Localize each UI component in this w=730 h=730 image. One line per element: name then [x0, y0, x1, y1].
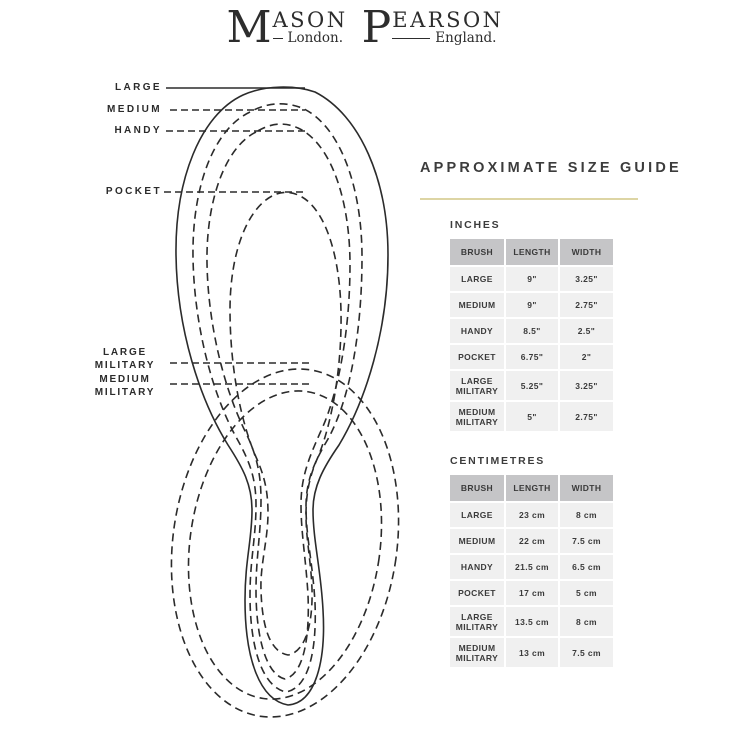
inches-table: [450, 239, 613, 431]
table-cell: 21.5 cm: [506, 555, 558, 579]
table-cell: 5": [506, 402, 558, 431]
table-cell: 3.25": [560, 267, 613, 291]
table-cell: MEDIUM: [450, 293, 504, 317]
outline-handy-brush: [207, 124, 350, 679]
brush-outlines-drawing: [40, 75, 420, 730]
table-cell: 6.75": [506, 345, 558, 369]
table-cell: POCKET: [450, 345, 504, 369]
table-cell: 23 cm: [506, 503, 558, 527]
accent-rule: [420, 198, 638, 200]
table-cell: 8 cm: [560, 503, 613, 527]
brand-logo: [0, 2, 730, 53]
table-cell: LARGE: [450, 267, 504, 291]
logo-country: England.: [435, 30, 497, 46]
table-cell: 17 cm: [506, 581, 558, 605]
table-cell: HANDY: [450, 555, 504, 579]
table-cell: 6.5 cm: [560, 555, 613, 579]
table-cell: 7.5 cm: [560, 638, 613, 667]
logo-initial-p: P: [361, 2, 392, 53]
outline-medium-military-brush: [169, 378, 400, 711]
table-cell: 9": [506, 267, 558, 291]
diagram-label-large-military: LARGE MILITARY: [94, 347, 156, 371]
table-cell: 2": [560, 345, 613, 369]
table-cell: MEDIUM MILITARY: [450, 402, 504, 431]
table-cell: 13.5 cm: [506, 607, 558, 636]
column-header: BRUSH: [450, 475, 504, 501]
logo-text-earson: EARSON: [392, 8, 504, 32]
table-cell: 5.25": [506, 371, 558, 400]
diagram-label-pocket: POCKET: [105, 186, 162, 197]
column-header: WIDTH: [560, 475, 613, 501]
outline-large-brush: [176, 87, 388, 705]
centimetres-heading: CENTIMETRES: [450, 455, 546, 467]
column-header: BRUSH: [450, 239, 504, 265]
table-cell: 7.5 cm: [560, 529, 613, 553]
centimetres-table: [450, 475, 613, 667]
diagram-label-large: LARGE: [115, 82, 162, 93]
table-cell: 3.25": [560, 371, 613, 400]
table-cell: 8.5": [506, 319, 558, 343]
outline-large-military-brush: [150, 354, 420, 730]
table-cell: LARGE: [450, 503, 504, 527]
diagram-label-medium-military: MEDIUM MILITARY: [94, 374, 156, 398]
diagram-label-medium: MEDIUM: [107, 104, 162, 115]
inches-heading: INCHES: [450, 219, 501, 231]
logo-dash-icon: [273, 38, 283, 39]
table-cell: 2.75": [560, 402, 613, 431]
table-cell: 2.5": [560, 319, 613, 343]
table-cell: LARGE MILITARY: [450, 371, 504, 400]
brush-size-diagram: [40, 75, 420, 730]
table-cell: MEDIUM MILITARY: [450, 638, 504, 667]
table-cell: 22 cm: [506, 529, 558, 553]
table-cell: 5 cm: [560, 581, 613, 605]
table-cell: 8 cm: [560, 607, 613, 636]
table-cell: 2.75": [560, 293, 613, 317]
logo-word-mason: [226, 2, 348, 53]
column-header: LENGTH: [506, 475, 558, 501]
table-cell: MEDIUM: [450, 529, 504, 553]
logo-initial-m: M: [226, 2, 272, 53]
table-cell: 13 cm: [506, 638, 558, 667]
table-cell: HANDY: [450, 319, 504, 343]
table-cell: 9": [506, 293, 558, 317]
size-guide-panel: [420, 160, 682, 667]
logo-city: London.: [287, 30, 344, 46]
column-header: LENGTH: [506, 239, 558, 265]
logo-text-ason: ASON: [272, 8, 348, 32]
logo-dash-icon: [392, 38, 430, 39]
size-guide-title: APPROXIMATE SIZE GUIDE: [420, 160, 682, 176]
diagram-label-handy: HANDY: [114, 125, 162, 136]
logo-word-pearson: [361, 2, 504, 53]
column-header: WIDTH: [560, 239, 613, 265]
table-cell: LARGE MILITARY: [450, 607, 504, 636]
table-cell: POCKET: [450, 581, 504, 605]
